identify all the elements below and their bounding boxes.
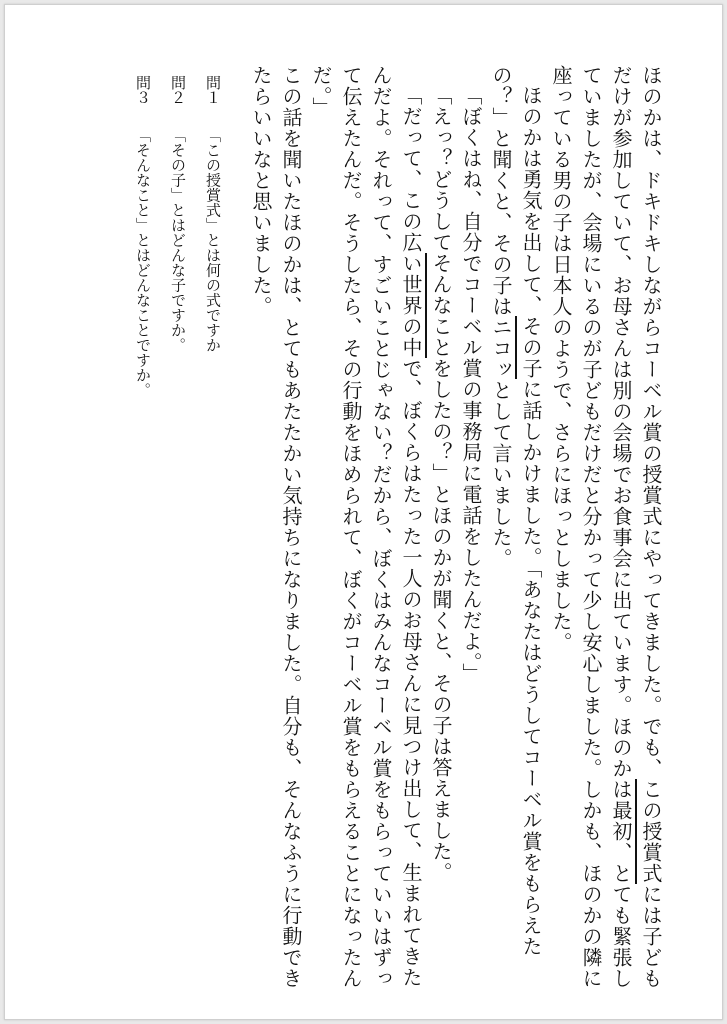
document-page: [4, 4, 723, 1020]
question-3-text: 「そんなこと」とはどんなことですか。: [134, 135, 152, 398]
paragraph-1: ほのかは、ドキドキしながらコーベル賞の授賞式にやってきました。でも、この授賞式には子どもだけが参加していて、お母さんは別の会場でお食事会に出ています。ほのかは最初、とても緊張していましたが、会場にいるのが子どもだけだと分かって少し安心しました。しかも、ほのかの隣に座っている男の子は日本人のようで、さらにほっとしました。: [549, 65, 663, 989]
question-2-number: 問２: [169, 75, 187, 105]
question-1-text: 「この授賞式」とは何の式ですか: [204, 135, 222, 353]
paragraph-2: ほのかは勇気を出して、その子に話しかけました。「あなたはどうしてコーベル賞をもらえたの？」と聞くと、その子はニコッとして言いました。: [489, 65, 543, 957]
underlined-phrase-2: その子: [519, 316, 543, 379]
question-2-text: 「その子」とはどんな子ですか。: [169, 135, 187, 353]
underlined-phrase-3: そんなこと: [429, 253, 453, 358]
paragraph-4: 「えっ？どうしてそんなことをしたの？」とほのかが聞くと、その子は答えました。: [429, 85, 453, 883]
question-3: [125, 75, 160, 475]
paragraph-6: この話を聞いたほのかは、とてもあたたかい気持ちになりました。自分も、そんなふうに行動できたらいいなと思いました。: [249, 65, 303, 989]
paragraph-5: 「だって、この広い世界の中で、ぼくらはたった一人のお母さんに見つけ出して、生まれてきたんだよ。それって、すごいことじゃない？だから、ぼくはみんなコーベル賞をもらっていいはずって伝えたんだ。そうしたら、その行動をほめられて、ぼくがコーベル賞をもらえることになったんだ。」: [309, 65, 423, 989]
question-2: [160, 75, 195, 475]
question-1-number: 問１: [204, 75, 222, 105]
question-3-number: 問３: [134, 75, 152, 105]
underlined-phrase-1: この授賞式: [639, 779, 663, 884]
story-text: [246, 65, 666, 995]
paragraph-3: 「ぼくはね、自分でコーベル賞の事務局に電話をしたんだよ。」: [459, 85, 483, 684]
question-1: [195, 75, 230, 475]
question-list: [125, 75, 230, 475]
